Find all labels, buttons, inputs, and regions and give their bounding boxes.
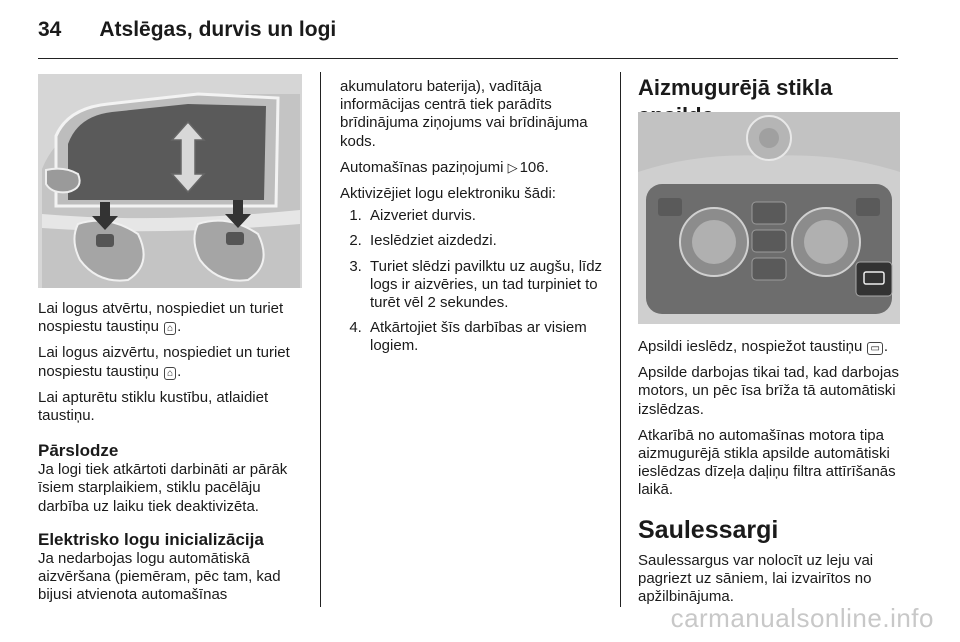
paragraph-heat-diesel: Atkarībā no automašīnas motora tipa aizmugurējā stikla apsilde automātiski ieslēdzas dīzeļa daļiņu filtra attīrīšanās laikā. [638,426,896,499]
paragraph-sunvisors: Saulessargus var nolocīt uz leju vai pagriezt uz sāniem, lai izvairītos no apžilbinājuma. [638,551,874,606]
close-text: Lai logus aizvērtu, nospiediet un turiet nospiestu taustiņu [38,344,290,380]
column-divider-1 [320,72,321,607]
page-header [38,18,336,48]
list-item: 2. Ieslēdziet aizdedzi. [366,232,608,250]
paragraph-ref [340,159,608,177]
page-number: 34 [38,18,62,41]
header-rule [38,58,898,59]
paragraph-open [38,300,304,336]
page-ref-arrow-icon: ▷ [507,159,518,175]
illustration-climate-panel [638,112,900,324]
list-item: 3. Turiet slēdzi pavilktu uz augšu, līdz logs ir aizvēries, un tad turpiniet to turēt vēl 2 sekundes. [366,258,608,313]
list-item: 1. Aizveriet durvis. [366,207,608,225]
right-knob-icon [792,208,860,276]
ref-page: 106. [519,158,549,176]
open-text-end: . [177,318,182,336]
heading-overload: Pārslodze [38,441,119,461]
paragraph-heat-on [638,338,908,356]
right-column-text [638,338,908,614]
left-knob-icon [680,208,748,276]
paragraph-stop: Lai apturētu stiklu kustību, atlaidiet taustiņu. [38,388,269,425]
heading-init: Elektrisko logu inicializācija [38,529,264,549]
middle-column-text [340,78,608,363]
paragraph-overload: Ja logi tiek atkārtoti darbināti ar pārāk īsiem starplaikiem, stiklu pacēlāju darbība uz laiku tiek deaktivizēta. [38,461,288,515]
heading-rear-heating: Aizmugurējā stikla [638,75,833,100]
list-item: 4. Atkārtojiet šīs darbības ar visiem logiem. [366,319,608,355]
page-title: Atslēgas, durvis un logi [99,18,337,41]
rear-window-heating-button [856,262,892,296]
close-text-end: . [177,362,182,380]
ref-prefix: Automašīnas paziņojumi [340,158,504,176]
rear-window-heating-icon: ▭ [867,342,882,355]
watermark: carmanualsonline.info [670,603,934,633]
open-text: Lai logus atvērtu, nospiediet un turiet nospiestu taustiņu [38,300,284,336]
paragraph-close [38,344,304,380]
paragraph-continue: akumulatoru baterija), vadītāja informācijas centrā tiek parādīts brīdinājuma ziņojums vai brīdinājuma kods. [340,78,588,150]
column-divider-2 [620,72,621,607]
heat-on-end: . [883,338,889,355]
heat-on-text: Apsildi ieslēdz, nospiežot taustiņu [638,338,863,355]
heading-sunvisors: Saulessargi [638,515,779,544]
illustration-window-key [38,74,302,288]
left-column-text [38,300,304,612]
key-unlock-icon: ⌂ [164,322,176,335]
paragraph-heat-auto: Apsilde darbojas tikai tad, kad darbojas motors, un pēc īsa brīža tā automātiski izslēdzas. [638,364,899,418]
steps-list [340,207,608,355]
paragraph-activate: Aktivizējiet logu elektroniku šādi: [340,185,556,203]
key-lock-icon: ⌂ [164,367,176,380]
paragraph-init: Ja nedarbojas logu automātiskā aizvēršana (piemēram, pēc tam, kad bijusi atvienota automašīnas [38,549,281,604]
